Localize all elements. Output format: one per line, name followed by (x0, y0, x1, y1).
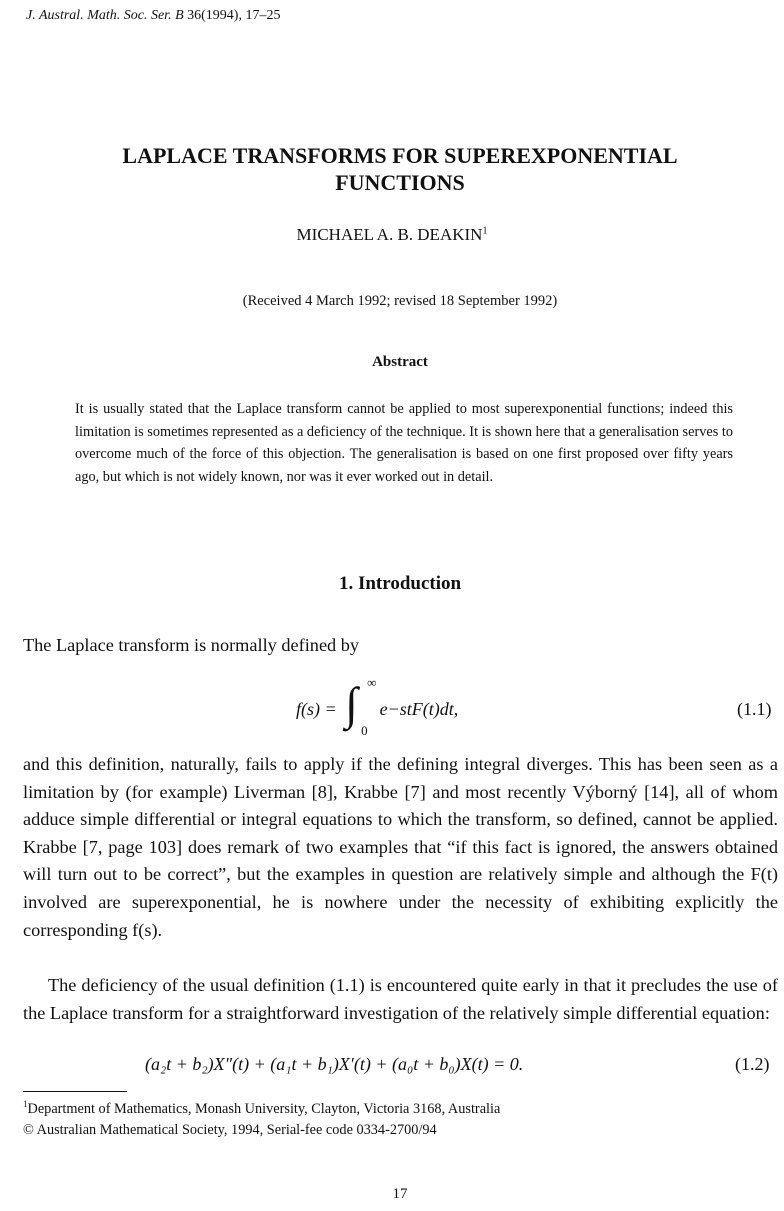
title-line-2: FUNCTIONS (335, 170, 465, 195)
paragraph-3: The deficiency of the usual definition (1.1) is encountered quite early in that it precludes the use of the Laplace transform for a straightforward investigation of the relatively simple differential equation: (23, 975, 778, 1023)
eq1-integrand: e−stF(t)dt, (379, 699, 459, 719)
abstract-text: It is usually stated that the Laplace transform cannot be applied to most superexponential functions; indeed this limitation is sometimes represented as a deficiency of the technique. It is shown here that a generalisation serves to overcome much of the force of this objection. The generalisation is based on one first proposed over fifty years ago, but which is not widely known, nor was it ever worked out in detail. (75, 401, 733, 485)
equation-number-1-2: (1.2) (735, 1054, 770, 1074)
footnote-affiliation-text: Department of Mathematics, Monash University, Clayton, Victoria 3168, Australia (27, 1100, 501, 1117)
footnote-affiliation (23, 1099, 500, 1118)
equation-1-1 (296, 677, 458, 741)
integral-sign: ∫ ∞ 0 (345, 675, 377, 738)
footnote-mark: 1 (23, 1099, 28, 1109)
section-heading: 1. Introduction (338, 573, 462, 594)
equation-number-1-1: (1.1) (737, 699, 772, 719)
eq1-lower-limit: 0 (361, 723, 368, 738)
journal-name: J. Austral. Math. Soc. Ser. B (26, 8, 184, 23)
paragraph-1: The Laplace transform is normally defined by (23, 635, 360, 655)
author (0, 225, 784, 245)
footnote-rule (23, 1091, 127, 1092)
journal-header (26, 8, 280, 24)
paper-title (0, 142, 784, 196)
eq1-upper-limit: ∞ (367, 675, 377, 690)
footnote-copyright: © Australian Mathematical Society, 1994, Serial-fee code 0334-2700/94 (23, 1122, 437, 1138)
abstract-heading: Abstract (372, 354, 428, 370)
eq1-lhs: f(s) = (296, 699, 337, 719)
page-number: 17 (392, 1186, 408, 1202)
author-footnote-mark: 1 (482, 225, 488, 237)
journal-citation: 36(1994), 17–25 (187, 8, 281, 23)
title-line-1: LAPLACE TRANSFORMS FOR SUPEREXPONENTIAL (122, 143, 678, 168)
received-dates: (Received 4 March 1992; revised 18 September 1992) (242, 293, 558, 309)
author-name: MICHAEL A. B. DEAKIN (296, 225, 483, 244)
equation-1-2: (a₂t + b₂)X″(t) + (a₁t + b₁)X′(t) + (a₀t + b₀)X(t) = 0. (145, 1054, 524, 1074)
paragraph-2: and this definition, naturally, fails to apply if the defining integral diverges. This has been seen as a limitation by (for example) Liverman [8], Krabbe [7] and most recently Výborný [14], all of whom adduce simple differential or integral equations to which the transform, so defined, cannot be applied. Krabbe [7, page 103] does remark of two examples that “if this fact is ignored, the answers obtained will turn out to be correct”, but the examples in question are relatively simple and although the F(t) involved are superexponential, he is nowhere under the necessity of exhibiting explicitly the corresponding f(s). (23, 754, 778, 940)
